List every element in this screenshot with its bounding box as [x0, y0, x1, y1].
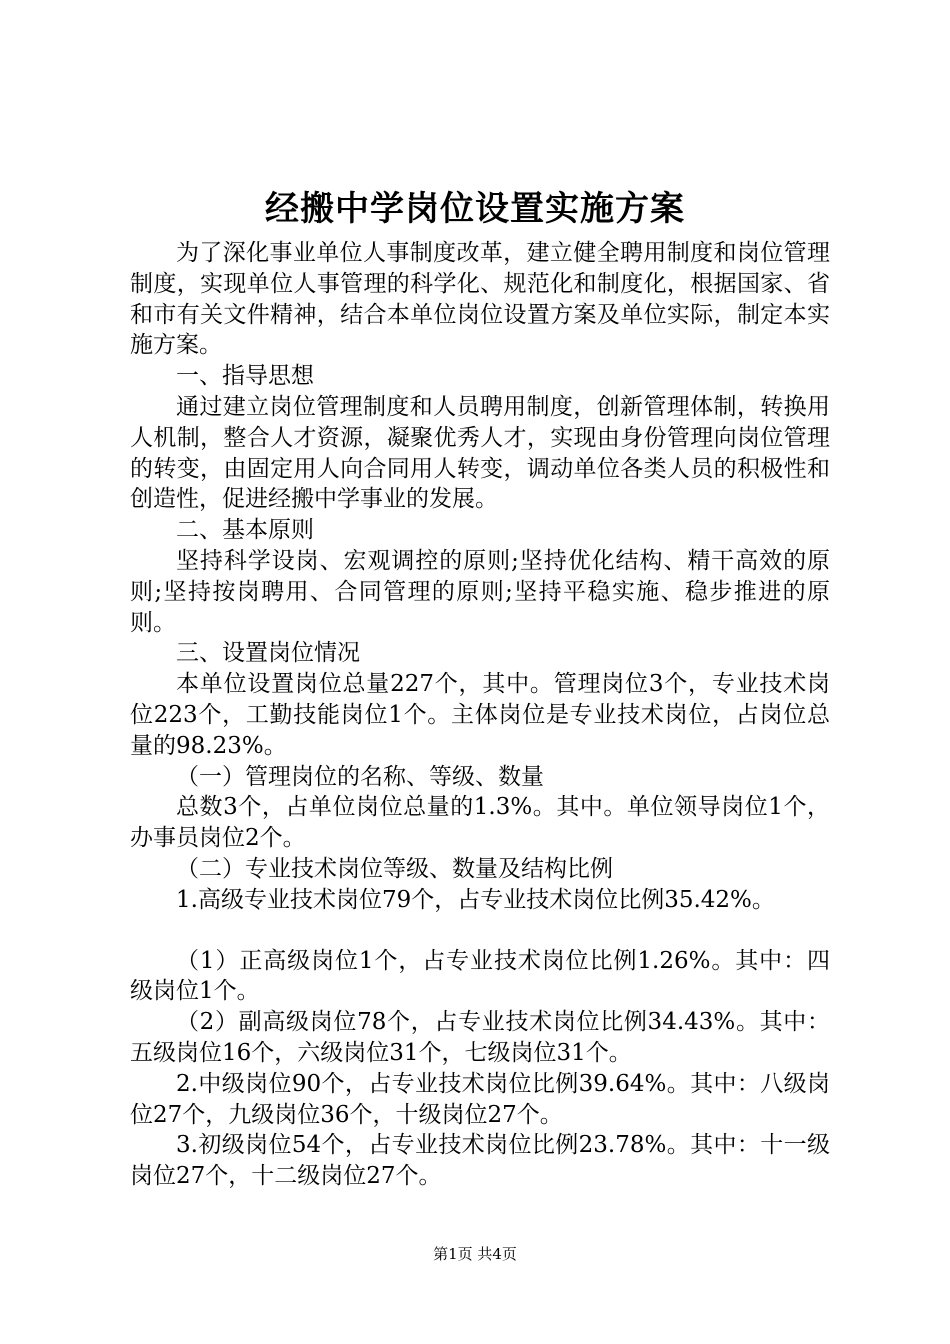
- subsection-heading-technical-positions: （二）专业技术岗位等级、数量及结构比例: [176, 855, 613, 882]
- guiding-thought-paragraph: 通过建立岗位管理制度和人员聘用制度，创新管理体制，转换用人机制，整合人才资源，凝聚优秀人才，实现由身份管理向岗位管理的转变，由固定用人向合同用人转变，调动单位各类人员的积极性和创造性，促进经搬中学事业的发展。: [130, 393, 830, 513]
- full-senior-paragraph: （1）正高级岗位1个，占专业技术岗位比例1.26%。其中：四级岗位1个。: [130, 947, 830, 1005]
- intro-paragraph: 为了深化事业单位人事制度改革，建立健全聘用制度和岗位管理制度，实现单位人事管理的科学化、规范化和制度化，根据国家、省和市有关文件精神，结合本单位岗位设置方案及单位实际，制定本实施方案。: [130, 240, 830, 359]
- page-number-footer: 第1页 共4页: [433, 1245, 517, 1263]
- deputy-senior-paragraph: （2）副高级岗位78个，占专业技术岗位比例34.43%。其中：五级岗位16个，六级岗位31个，七级岗位31个。: [130, 1009, 830, 1066]
- document-body: [130, 238, 830, 1192]
- senior-technical-paragraph: 1.高级专业技术岗位79个，占专业技术岗位比例35.42%。: [176, 886, 775, 913]
- section-heading-basic-principles: 二、基本原则: [176, 517, 314, 544]
- junior-paragraph: 3.初级岗位54个，占专业技术岗位比例23.78%。其中：十一级岗位27个，十二级岗位27个。: [130, 1132, 830, 1190]
- section-heading-guiding-thought: 一、指导思想: [176, 363, 314, 390]
- subsection-heading-management-positions: （一）管理岗位的名称、等级、数量: [176, 763, 544, 790]
- section-heading-position-setup: 三、设置岗位情况: [176, 640, 360, 667]
- basic-principles-paragraph: 坚持科学设岗、宏观调控的原则;坚持优化结构、精干高效的原则;坚持按岗聘用、合同管理的原则;坚持平稳实施、稳步推进的原则。: [130, 547, 830, 636]
- intermediate-paragraph: 2.中级岗位90个，占专业技术岗位比例39.64%。其中：八级岗位27个，九级岗位36个，十级岗位27个。: [130, 1070, 830, 1128]
- document-title: 经搬中学岗位设置实施方案: [265, 189, 685, 229]
- position-setup-paragraph: 本单位设置岗位总量227个，其中。管理岗位3个，专业技术岗位223个，工勤技能岗位1个。主体岗位是专业技术岗位，占岗位总量的98.23%。: [130, 671, 830, 759]
- management-positions-paragraph: 总数3个，占单位岗位总量的1.3%。其中。单位领导岗位1个，办事员岗位2个。: [130, 794, 830, 852]
